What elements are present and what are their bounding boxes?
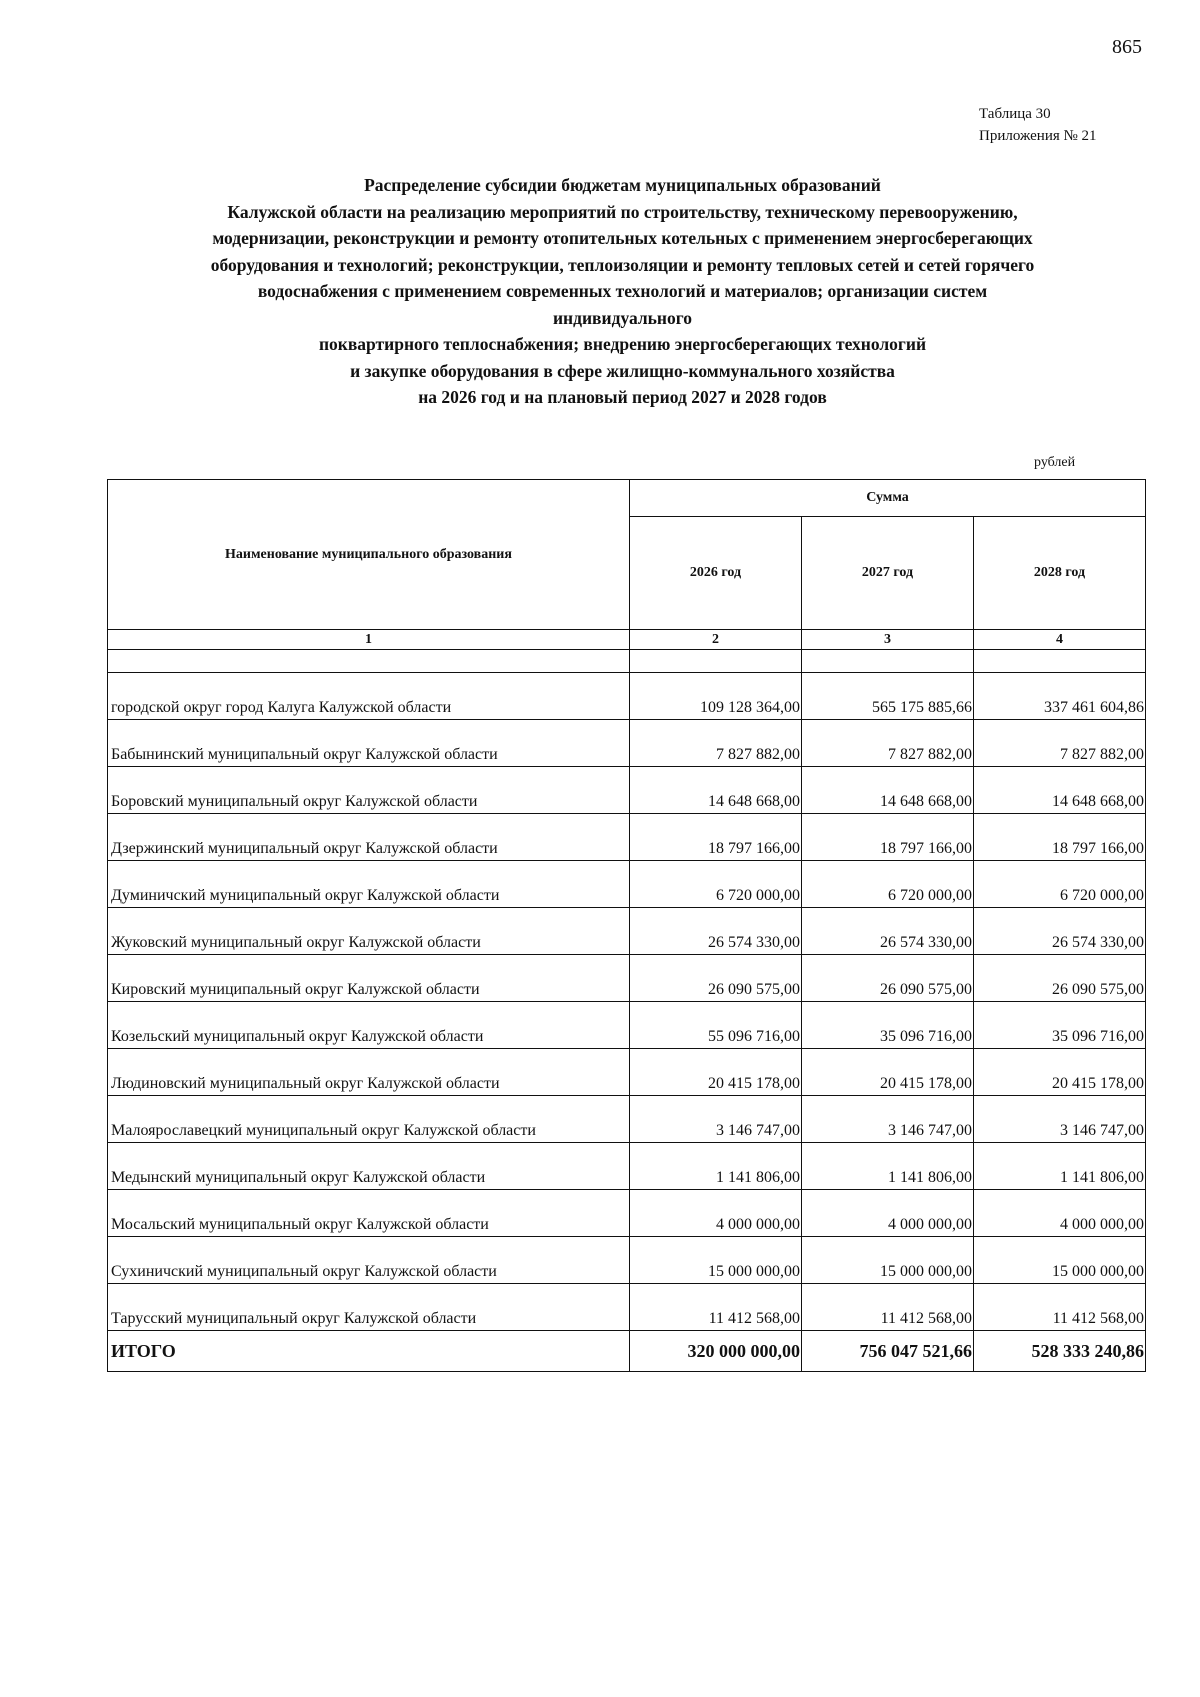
- amount-2028: 26 574 330,00: [974, 908, 1146, 955]
- amount-2028: 18 797 166,00: [974, 814, 1146, 861]
- amount-2027: 14 648 668,00: [802, 767, 974, 814]
- title-line: модернизации, реконструкции и ремонту отопительных котельных с применением энергосберегающих: [212, 228, 1033, 248]
- table-row: [108, 1049, 1146, 1096]
- table-row: [108, 861, 1146, 908]
- amount-2028: 11 412 568,00: [974, 1284, 1146, 1331]
- municipality-name: Боровский муниципальный округ Калужской области: [108, 767, 630, 814]
- total-amount-2026: 320 000 000,00: [630, 1331, 802, 1372]
- table-row: [108, 908, 1146, 955]
- amount-2026: 26 090 575,00: [630, 955, 802, 1002]
- amount-2026: 1 141 806,00: [630, 1143, 802, 1190]
- table-row: [108, 1002, 1146, 1049]
- spacer-cell: [630, 650, 802, 673]
- amount-2026: 55 096 716,00: [630, 1002, 802, 1049]
- municipality-name: Дзержинский муниципальный округ Калужской области: [108, 814, 630, 861]
- table-row: [108, 1284, 1146, 1331]
- document-title: [110, 172, 1135, 411]
- amount-2027: 18 797 166,00: [802, 814, 974, 861]
- amount-2028: 35 096 716,00: [974, 1002, 1146, 1049]
- amount-2026: 4 000 000,00: [630, 1190, 802, 1237]
- municipality-name: Жуковский муниципальный округ Калужской области: [108, 908, 630, 955]
- amount-2028: 337 461 604,86: [974, 673, 1146, 720]
- municipality-name: Малоярославецкий муниципальный округ Калужской области: [108, 1096, 630, 1143]
- table-row: [108, 1190, 1146, 1237]
- amount-2026: 14 648 668,00: [630, 767, 802, 814]
- municipality-name: Мосальский муниципальный округ Калужской области: [108, 1190, 630, 1237]
- spacer-cell: [974, 650, 1146, 673]
- municipality-name: Тарусский муниципальный округ Калужской области: [108, 1284, 630, 1331]
- total-amount-2027: 756 047 521,66: [802, 1331, 974, 1372]
- table-row: [108, 720, 1146, 767]
- amount-2027: 1 141 806,00: [802, 1143, 974, 1190]
- subsidy-table: [107, 479, 1146, 1372]
- amount-2028: 1 141 806,00: [974, 1143, 1146, 1190]
- column-number: 4: [974, 630, 1146, 650]
- amount-2027: 35 096 716,00: [802, 1002, 974, 1049]
- table-row: [108, 814, 1146, 861]
- table-row: [108, 767, 1146, 814]
- amount-2027: 20 415 178,00: [802, 1049, 974, 1096]
- amount-2027: 4 000 000,00: [802, 1190, 974, 1237]
- table-row: [108, 1237, 1146, 1284]
- appendix-reference: [979, 103, 1097, 147]
- amount-2028: 14 648 668,00: [974, 767, 1146, 814]
- title-line: и закупке оборудования в сфере жилищно-коммунального хозяйства: [350, 360, 895, 381]
- spacer-cell: [108, 650, 630, 673]
- spacer-cell: [802, 650, 974, 673]
- amount-2026: 18 797 166,00: [630, 814, 802, 861]
- header-year-2026: 2026 год: [630, 517, 802, 630]
- amount-2028: 3 146 747,00: [974, 1096, 1146, 1143]
- title-line: на 2026 год и на плановый период 2027 и 2028 годов: [418, 387, 827, 407]
- amount-2027: 6 720 000,00: [802, 861, 974, 908]
- table-row: [108, 955, 1146, 1002]
- header-year-2027: 2027 год: [802, 517, 974, 630]
- title-line: индивидуального: [552, 307, 693, 328]
- title-line: поквартирного теплоснабжения; внедрению энергосберегающих технологий: [318, 334, 927, 354]
- title-line: оборудования и технологий; реконструкции, теплоизоляции и ремонту тепловых сетей и сетей горячего: [210, 254, 1035, 275]
- table-row: [108, 1143, 1146, 1190]
- amount-2026: 26 574 330,00: [630, 908, 802, 955]
- amount-2027: 15 000 000,00: [802, 1237, 974, 1284]
- amount-2028: 7 827 882,00: [974, 720, 1146, 767]
- amount-2026: 109 128 364,00: [630, 673, 802, 720]
- amount-2027: 3 146 747,00: [802, 1096, 974, 1143]
- unit-label: рублей: [1034, 455, 1076, 470]
- table-row: [108, 673, 1146, 720]
- municipality-name: Думиничский муниципальный округ Калужской области: [108, 861, 630, 908]
- header-year-2028: 2028 год: [974, 517, 1146, 630]
- title-line: водоснабжения с применением современных технологий и материалов; организации систем: [257, 281, 988, 301]
- amount-2027: 565 175 885,66: [802, 673, 974, 720]
- municipality-name: Козельский муниципальный округ Калужской области: [108, 1002, 630, 1049]
- column-number: 3: [802, 630, 974, 650]
- amount-2026: 15 000 000,00: [630, 1237, 802, 1284]
- amount-2028: 15 000 000,00: [974, 1237, 1146, 1284]
- column-number: 1: [108, 630, 630, 650]
- municipality-name: Кировский муниципальный округ Калужской области: [108, 955, 630, 1002]
- amount-2027: 26 574 330,00: [802, 908, 974, 955]
- amount-2027: 26 090 575,00: [802, 955, 974, 1002]
- total-label: ИТОГО: [108, 1331, 630, 1372]
- table-row: [108, 1096, 1146, 1143]
- municipality-name: Медынский муниципальный округ Калужской области: [108, 1143, 630, 1190]
- municipality-name: Людиновский муниципальный округ Калужской области: [108, 1049, 630, 1096]
- page-number: 865: [1112, 36, 1142, 58]
- header-municipality: Наименование муниципального образования: [108, 480, 630, 630]
- title-line: Распределение субсидии бюджетам муниципальных образований: [364, 175, 881, 195]
- header-sum: Сумма: [630, 480, 1146, 517]
- amount-2026: 20 415 178,00: [630, 1049, 802, 1096]
- amount-2028: 20 415 178,00: [974, 1049, 1146, 1096]
- amount-2027: 7 827 882,00: [802, 720, 974, 767]
- amount-2026: 7 827 882,00: [630, 720, 802, 767]
- column-number: 2: [630, 630, 802, 650]
- title-line: Калужской области на реализацию мероприятий по строительству, техническому перевооружению,: [227, 201, 1018, 222]
- total-row: [108, 1331, 1146, 1372]
- total-amount-2028: 528 333 240,86: [974, 1331, 1146, 1372]
- amount-2028: 6 720 000,00: [974, 861, 1146, 908]
- amount-2026: 3 146 747,00: [630, 1096, 802, 1143]
- amount-2026: 6 720 000,00: [630, 861, 802, 908]
- amount-2027: 11 412 568,00: [802, 1284, 974, 1331]
- spacer-row: [108, 650, 1146, 673]
- amount-2026: 11 412 568,00: [630, 1284, 802, 1331]
- table-label: Таблица 30: [979, 106, 1051, 122]
- amount-2028: 4 000 000,00: [974, 1190, 1146, 1237]
- municipality-name: Сухиничский муниципальный округ Калужской области: [108, 1237, 630, 1284]
- amount-2028: 26 090 575,00: [974, 955, 1146, 1002]
- appendix-label: Приложения № 21: [979, 128, 1097, 144]
- municipality-name: Бабынинский муниципальный округ Калужской области: [108, 720, 630, 767]
- municipality-name: городской округ город Калуга Калужской области: [108, 673, 630, 720]
- column-number-row: [108, 630, 1146, 650]
